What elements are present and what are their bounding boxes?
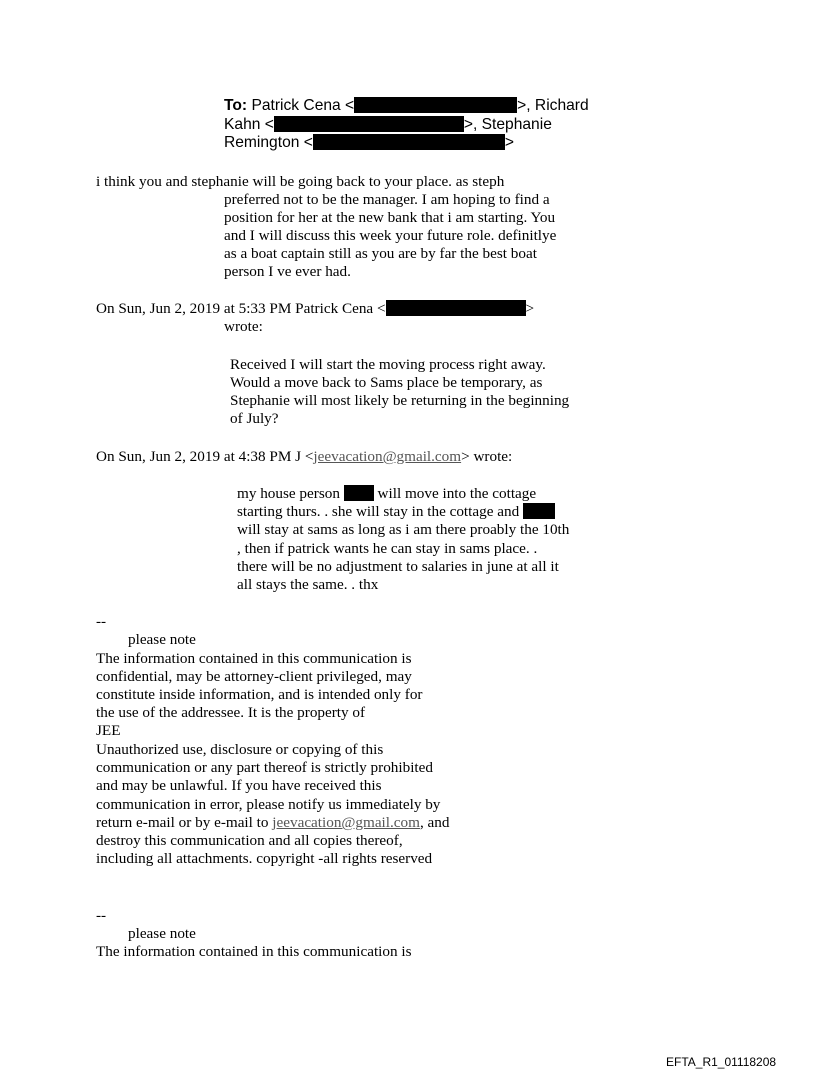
to-line-1	[224, 97, 589, 116]
quote-attribution	[96, 448, 512, 467]
redaction-bar	[523, 503, 555, 519]
redaction-bar	[344, 485, 374, 501]
recipient-name: Remington <	[224, 134, 313, 151]
quote-text: my house person	[237, 485, 340, 502]
disclaimer-line: including all attachments. copyright -all rights reserved	[96, 850, 433, 867]
reply-line: person I ve ever had.	[224, 263, 351, 280]
recipient-separator: >, Stephanie	[463, 116, 552, 133]
recipient-name: Patrick Cena <	[251, 97, 355, 114]
disclaimer-line: JEE	[96, 722, 121, 739]
to-line-2	[224, 116, 552, 135]
reply-line: i think you and stephanie will be going back to your place. as steph	[96, 173, 505, 190]
disclaimer-line: Unauthorized use, disclosure or copying of this	[96, 741, 384, 758]
attribution-text: On Sun, Jun 2, 2019 at 5:33 PM Patrick Cena <	[96, 300, 386, 317]
redaction-bar	[274, 116, 464, 132]
document-id: EFTA_R1_01118208	[666, 1055, 777, 1069]
signature-dashes: --	[96, 907, 107, 924]
recipient-separator: >, Richard	[517, 97, 589, 114]
disclaimer-text: return e-mail or by e-mail to	[96, 814, 273, 831]
disclaimer-line: confidential, may be attorney-client privileged, may	[96, 668, 412, 685]
signature-note: please note	[128, 631, 196, 648]
quote-line: Stephanie will most likely be returning in the beginning	[230, 392, 570, 409]
disclaimer-line: The information contained in this communication is	[96, 943, 412, 960]
reply-line: position for her at the new bank that i am starting. You	[224, 209, 556, 226]
email-link[interactable]: jeevacation@gmail.com	[313, 448, 462, 465]
disclaimer-text: , and	[419, 814, 450, 831]
quote-line: there will be no adjustment to salaries in june at all it	[237, 558, 559, 575]
reply-line: as a boat captain still as you are by far the best boat	[224, 245, 537, 262]
recipient-separator: >	[504, 134, 514, 151]
disclaimer-line: destroy this communication and all copies thereof,	[96, 832, 403, 849]
disclaimer-line	[96, 814, 449, 833]
disclaimer-line: The information contained in this communication is	[96, 650, 412, 667]
quote-text: will move into the cottage	[377, 485, 537, 502]
email-link[interactable]: jeevacation@gmail.com	[272, 814, 420, 831]
signature-dashes: --	[96, 613, 107, 630]
attribution-wrote: wrote:	[224, 318, 263, 335]
to-line-3	[224, 134, 514, 153]
reply-line: and I will discuss this week your future role. definitlye	[224, 227, 557, 244]
to-label: To:	[224, 97, 248, 114]
quote-line: of July?	[230, 410, 279, 427]
disclaimer-line: and may be unlawful. If you have received this	[96, 777, 382, 794]
quote-line	[237, 485, 536, 504]
redaction-bar	[354, 97, 517, 113]
attribution-text: > wrote:	[461, 448, 513, 465]
disclaimer-line: constitute inside information, and is intended only for	[96, 686, 423, 703]
disclaimer-line: the use of the addressee. It is the property of	[96, 704, 366, 721]
signature-note: please note	[128, 925, 196, 942]
disclaimer-line: communication or any part thereof is strictly prohibited	[96, 759, 433, 776]
recipient-name: Kahn <	[224, 116, 274, 133]
attribution-text: On Sun, Jun 2, 2019 at 4:38 PM J <	[96, 448, 314, 465]
reply-line: preferred not to be the manager. I am hoping to find a	[224, 191, 550, 208]
quote-line: Received I will start the moving process right away.	[230, 356, 546, 373]
quote-line: , then if patrick wants he can stay in sams place. .	[237, 540, 538, 557]
quote-line: Would a move back to Sams place be temporary, as	[230, 374, 543, 391]
redaction-bar	[386, 300, 526, 316]
attribution-text: >	[525, 300, 535, 317]
quote-text: starting thurs. . she will stay in the cottage and	[237, 503, 520, 520]
quote-attribution	[96, 300, 534, 319]
disclaimer-line: communication in error, please notify us immediately by	[96, 796, 441, 813]
quote-line: will stay at sams as long as i am there proably the 10th	[237, 521, 570, 538]
redaction-bar	[313, 134, 505, 150]
quote-line	[237, 503, 555, 522]
quote-line: all stays the same. . thx	[237, 576, 379, 593]
